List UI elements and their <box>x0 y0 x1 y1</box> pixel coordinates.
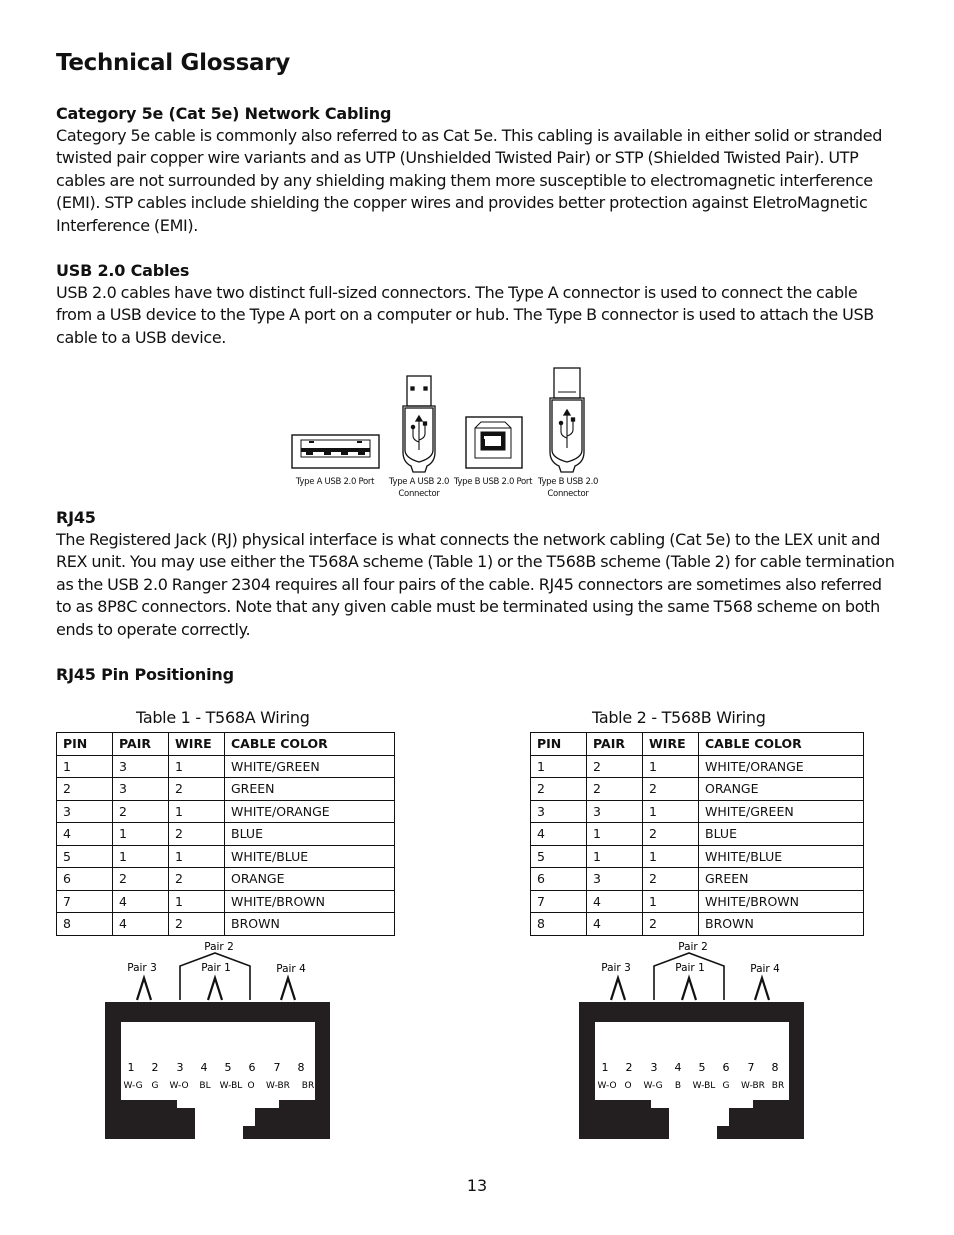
table-cell: 2 <box>113 800 169 823</box>
table-row <box>57 845 395 868</box>
table-cell: 1 <box>169 800 225 823</box>
usb-figure-caption <box>380 476 458 500</box>
cat5e-heading: Category 5e (Cat 5e) Network Cabling <box>56 104 392 123</box>
column-header: PAIR <box>587 733 643 756</box>
t568b-table <box>530 732 864 936</box>
pin-number: 8 <box>297 1061 305 1074</box>
pin-number: 8 <box>771 1061 779 1074</box>
table-cell: 5 <box>531 845 587 868</box>
caption-line: Type B USB 2.0 Port <box>453 477 533 487</box>
table-cell: 1 <box>169 890 225 913</box>
wire-labels <box>123 1081 314 1091</box>
t568b-jack-diagram <box>578 938 806 1142</box>
caption-line: Type A USB 2.0 <box>388 477 450 487</box>
pin-number: 6 <box>248 1061 256 1074</box>
table-row <box>531 755 864 778</box>
table-header-row <box>531 733 864 756</box>
wire-label: O <box>247 1081 255 1091</box>
wire-label: W-O <box>169 1081 189 1091</box>
type-b-connector-illustration <box>550 368 584 472</box>
table-row <box>57 800 395 823</box>
table-row <box>531 845 864 868</box>
wire-label: BL <box>199 1081 211 1091</box>
text-line: Interference (EMI). <box>56 215 199 235</box>
pin-number: 4 <box>200 1061 208 1074</box>
wire-label: W-BL <box>219 1081 243 1091</box>
pair-markers <box>137 953 295 1000</box>
table-cell: 3 <box>57 800 113 823</box>
table-cell: 2 <box>169 823 225 846</box>
pin-number: 6 <box>722 1061 730 1074</box>
table-row <box>57 755 395 778</box>
wire-label: G <box>722 1081 730 1091</box>
pair-1-label: Pair 1 <box>201 962 231 974</box>
text-line: from a USB device to the Type A port on a computer or hub. The Type B connector is used to attach the USB <box>56 305 874 325</box>
pin-number: 7 <box>747 1061 755 1074</box>
column-header: WIRE <box>643 733 699 756</box>
text-line: REX unit. You may use either the T568A scheme (Table 1) or the T568B scheme (Table 2) for cable termination <box>56 552 895 572</box>
table-row <box>57 778 395 801</box>
column-header: PIN <box>57 733 113 756</box>
table-cell: 2 <box>643 778 699 801</box>
pin-number: 1 <box>127 1061 135 1074</box>
usb-connectors-figure <box>285 362 605 477</box>
table-cell: 2 <box>57 778 113 801</box>
wire-label: W-BR <box>741 1081 765 1091</box>
pair-2-label: Pair 2 <box>204 941 234 953</box>
table-row <box>57 913 395 936</box>
table-cell: BLUE <box>225 823 395 846</box>
wire-label: W-G <box>643 1081 663 1091</box>
text-line: cables are not surrounded by any shielding making them more susceptible to electromagnetic interference <box>56 170 873 190</box>
pin-number: 4 <box>674 1061 682 1074</box>
table-row <box>531 868 864 891</box>
table-cell: 8 <box>531 913 587 936</box>
table-row <box>531 823 864 846</box>
table-cell: 3 <box>587 800 643 823</box>
table-row <box>531 800 864 823</box>
cat5e-paragraph <box>56 125 906 237</box>
text-line: twisted pair copper wire variants and as UTP (Unshielded Twisted Pair) or STP (Shielded Twisted Pair). UTP <box>56 148 859 168</box>
table-cell: 1 <box>169 845 225 868</box>
table-cell: 4 <box>587 890 643 913</box>
pair-2-label: Pair 2 <box>678 941 708 953</box>
pin-number: 1 <box>601 1061 609 1074</box>
pin-positioning-heading: RJ45 Pin Positioning <box>56 665 234 684</box>
table-cell: 6 <box>531 868 587 891</box>
table-cell: 4 <box>113 913 169 936</box>
table-cell: 4 <box>113 890 169 913</box>
table-cell: 1 <box>643 845 699 868</box>
caption-line: Connector <box>547 489 589 499</box>
table-cell: 7 <box>57 890 113 913</box>
column-header: CABLE COLOR <box>225 733 395 756</box>
table2-title: Table 2 - T568B Wiring <box>592 708 766 727</box>
table-cell: 3 <box>113 755 169 778</box>
pin-number: 3 <box>650 1061 658 1074</box>
table-cell: WHITE/ORANGE <box>225 800 395 823</box>
table-cell: 2 <box>643 913 699 936</box>
pin-number: 5 <box>698 1061 706 1074</box>
table-header-row <box>57 733 395 756</box>
caption-line: Type B USB 2.0 <box>537 477 599 487</box>
wire-label: B <box>674 1081 682 1091</box>
table-cell: 1 <box>113 823 169 846</box>
table-cell: 3 <box>587 868 643 891</box>
text-line: The Registered Jack (RJ) physical interface is what connects the network cabling (Cat 5e) to the LEX unit and <box>56 530 881 549</box>
table-cell: 1 <box>643 800 699 823</box>
table-cell: WHITE/BROWN <box>225 890 395 913</box>
pair-4-label: Pair 4 <box>750 963 780 975</box>
table-cell: 3 <box>113 778 169 801</box>
table-cell: 1 <box>57 755 113 778</box>
pair-4-label: Pair 4 <box>276 963 306 975</box>
table-cell: 8 <box>57 913 113 936</box>
usb-figure-caption <box>452 476 534 488</box>
column-header: CABLE COLOR <box>699 733 864 756</box>
pin-number: 3 <box>176 1061 184 1074</box>
table-cell: 4 <box>587 913 643 936</box>
t568a-table <box>56 732 395 936</box>
table-cell: 4 <box>57 823 113 846</box>
table-cell: WHITE/BLUE <box>699 845 864 868</box>
table-cell: 1 <box>113 845 169 868</box>
wire-label: W-G <box>123 1081 143 1091</box>
table-cell: WHITE/GREEN <box>225 755 395 778</box>
table-cell: WHITE/GREEN <box>699 800 864 823</box>
column-header: PAIR <box>113 733 169 756</box>
text-line: ends to operate correctly. <box>56 619 251 639</box>
table-cell: WHITE/ORANGE <box>699 755 864 778</box>
wire-label: BR <box>301 1081 315 1091</box>
table-cell: ORANGE <box>225 868 395 891</box>
table-row <box>531 890 864 913</box>
table-row <box>57 868 395 891</box>
rj45-paragraph <box>56 529 906 641</box>
table-cell: 5 <box>57 845 113 868</box>
table-cell: 2 <box>113 868 169 891</box>
table-cell: BROWN <box>225 913 395 936</box>
column-header: PIN <box>531 733 587 756</box>
table-row <box>531 778 864 801</box>
table-row <box>57 823 395 846</box>
table-cell: 1 <box>643 890 699 913</box>
table-cell: BROWN <box>699 913 864 936</box>
table-cell: 3 <box>531 800 587 823</box>
text-line: USB 2.0 cables have two distinct full-sized connectors. The Type A connector is used to connect the cable <box>56 283 858 302</box>
table-cell: WHITE/BLUE <box>225 845 395 868</box>
table-cell: 1 <box>531 755 587 778</box>
usb-figure-caption <box>532 476 604 500</box>
page-title: Technical Glossary <box>56 50 290 76</box>
wire-label: W-BR <box>266 1081 290 1091</box>
table-cell: 2 <box>643 823 699 846</box>
table1-title: Table 1 - T568A Wiring <box>136 708 310 727</box>
text-line: (EMI). STP cables include shielding the copper wires and provides better protection against EletroMagnetic <box>56 193 868 213</box>
pin-number: 2 <box>151 1061 159 1074</box>
type-a-port-illustration <box>292 435 379 468</box>
wire-label: G <box>151 1081 159 1091</box>
page-number: 13 <box>466 1176 488 1195</box>
text-line: cable to a USB device. <box>56 327 227 347</box>
table-cell: 1 <box>587 823 643 846</box>
table-row <box>57 890 395 913</box>
table-row <box>531 913 864 936</box>
table-cell: 2 <box>169 868 225 891</box>
table-cell: 1 <box>643 755 699 778</box>
type-b-port-illustration <box>466 417 522 468</box>
usb-heading: USB 2.0 Cables <box>56 261 190 280</box>
table-cell: 6 <box>57 868 113 891</box>
table-cell: 4 <box>531 823 587 846</box>
pair-markers <box>611 953 769 1000</box>
table-cell: ORANGE <box>699 778 864 801</box>
text-line: as the USB 2.0 Ranger 2304 requires all four pairs of the cable. RJ45 connectors are sometimes also referred <box>56 574 882 594</box>
table-cell: 1 <box>169 755 225 778</box>
table-cell: 1 <box>587 845 643 868</box>
table-cell: 7 <box>531 890 587 913</box>
wire-label: W-O <box>597 1081 617 1091</box>
pin-number: 2 <box>625 1061 633 1074</box>
wire-label: W-BL <box>692 1081 716 1091</box>
table-cell: 2 <box>587 778 643 801</box>
caption-line: Connector <box>398 489 440 499</box>
pair-3-label: Pair 3 <box>127 962 157 974</box>
usb-figure-caption <box>290 476 380 488</box>
text-line: Category 5e cable is commonly also referred to as Cat 5e. This cabling is available in either solid or stranded <box>56 126 883 145</box>
type-a-connector-illustration <box>403 376 435 472</box>
wire-label: O <box>624 1081 632 1091</box>
pin-number: 5 <box>224 1061 232 1074</box>
table-cell: 2 <box>169 778 225 801</box>
caption-line: Type A USB 2.0 Port <box>295 477 375 487</box>
table-cell: BLUE <box>699 823 864 846</box>
t568a-jack-diagram <box>104 938 332 1142</box>
table-cell: WHITE/BROWN <box>699 890 864 913</box>
table-cell: 2 <box>643 868 699 891</box>
table-cell: GREEN <box>699 868 864 891</box>
table-cell: 2 <box>169 913 225 936</box>
text-line: to as 8P8C connectors. Note that any given cable must be terminated using the same T568 scheme on both <box>56 597 880 617</box>
table-cell: 2 <box>587 755 643 778</box>
wire-label: BR <box>771 1081 785 1091</box>
pair-3-label: Pair 3 <box>601 962 631 974</box>
rj45-heading: RJ45 <box>56 508 96 527</box>
table-cell: 2 <box>531 778 587 801</box>
column-header: WIRE <box>169 733 225 756</box>
pair-1-label: Pair 1 <box>675 962 705 974</box>
usb-paragraph <box>56 282 906 349</box>
table-cell: GREEN <box>225 778 395 801</box>
pin-number: 7 <box>273 1061 281 1074</box>
